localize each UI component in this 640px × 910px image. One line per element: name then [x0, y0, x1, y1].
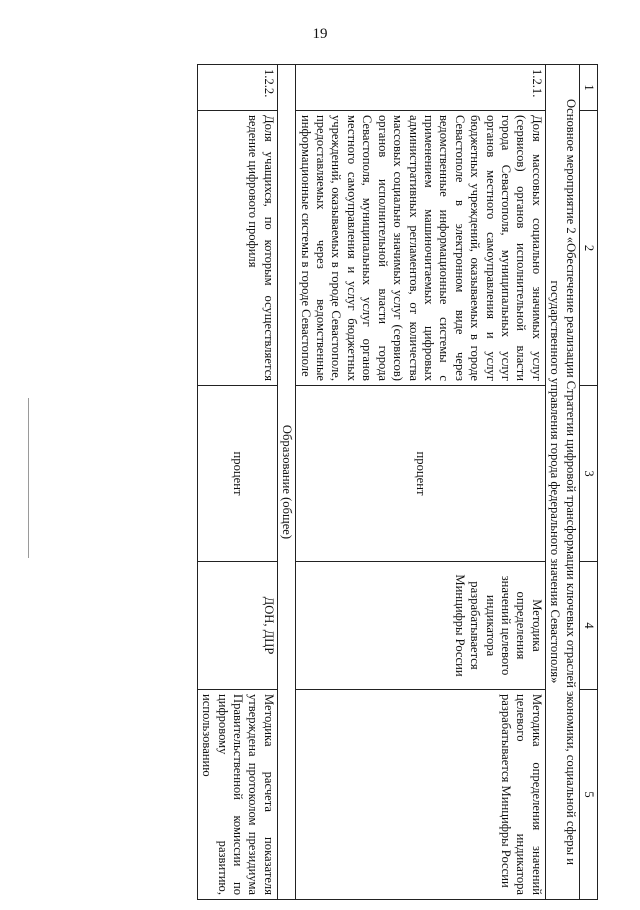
responsible-body: Методика определения значений целевого индикатора разрабатывается Минцифры России [296, 562, 546, 690]
table-row [197, 65, 277, 900]
row-number: 1.2.2. [197, 65, 277, 111]
table-row [296, 65, 546, 900]
section-title-education: Образование (общее) [277, 65, 295, 900]
rotated-table-container [118, 64, 598, 899]
table-header-row [579, 65, 597, 900]
header-cell-1: 1 [579, 65, 597, 111]
header-cell-5: 5 [579, 690, 597, 900]
row-number: 1.2.1. [296, 65, 546, 111]
calculation-method: Методика определения значений целевого индикатора разрабатывается Минцифры России [296, 690, 546, 900]
indicator-name: Доля учащихся, по которым осуществляется ведение цифрового профиля [197, 111, 277, 386]
unit-of-measure: процент [296, 386, 546, 562]
calculation-method: Методика расчета показателя утверждена протоколом президиума Правительственной комиссии по цифровому развитию, использованию [197, 690, 277, 900]
section-title-main-activity: Основное мероприятие 2 «Обеспечение реализации Стратегии цифровой трансформации ключевых отраслей экономики, социальной сферы и государственного управления города федерального значения Севастополя» [545, 65, 579, 900]
page-number: 19 [312, 26, 328, 42]
unit-of-measure: процент [197, 386, 277, 562]
header-cell-4: 4 [579, 562, 597, 690]
section-row [277, 65, 295, 900]
responsible-body: ДОН, ДЦР [197, 562, 277, 690]
indicators-table [197, 64, 598, 900]
scan-artifact-line [28, 398, 29, 558]
header-cell-3: 3 [579, 386, 597, 562]
header-cell-2: 2 [579, 111, 597, 386]
section-row [545, 65, 579, 900]
indicator-name: Доля массовых социально значимых услуг (сервисов) органов исполнительной власти города Севастополя, муниципальных услуг органов местного самоуправления и услуг бюджетных учреждений, оказываемых в городе Севастополе в электронном виде через ведомственные информационные системы с применением машиночитаемых цифровых административных регламентов, от количества массовых социально значимых услуг (сервисов) органов исполнительной власти города Севастополя, муниципальных услуг органов местного самоуправления и услуг бюджетных учреждений, оказываемых в городе Севастополе, предоставляемых через ведомственные информационные системы в городе Севастополе [296, 111, 546, 386]
